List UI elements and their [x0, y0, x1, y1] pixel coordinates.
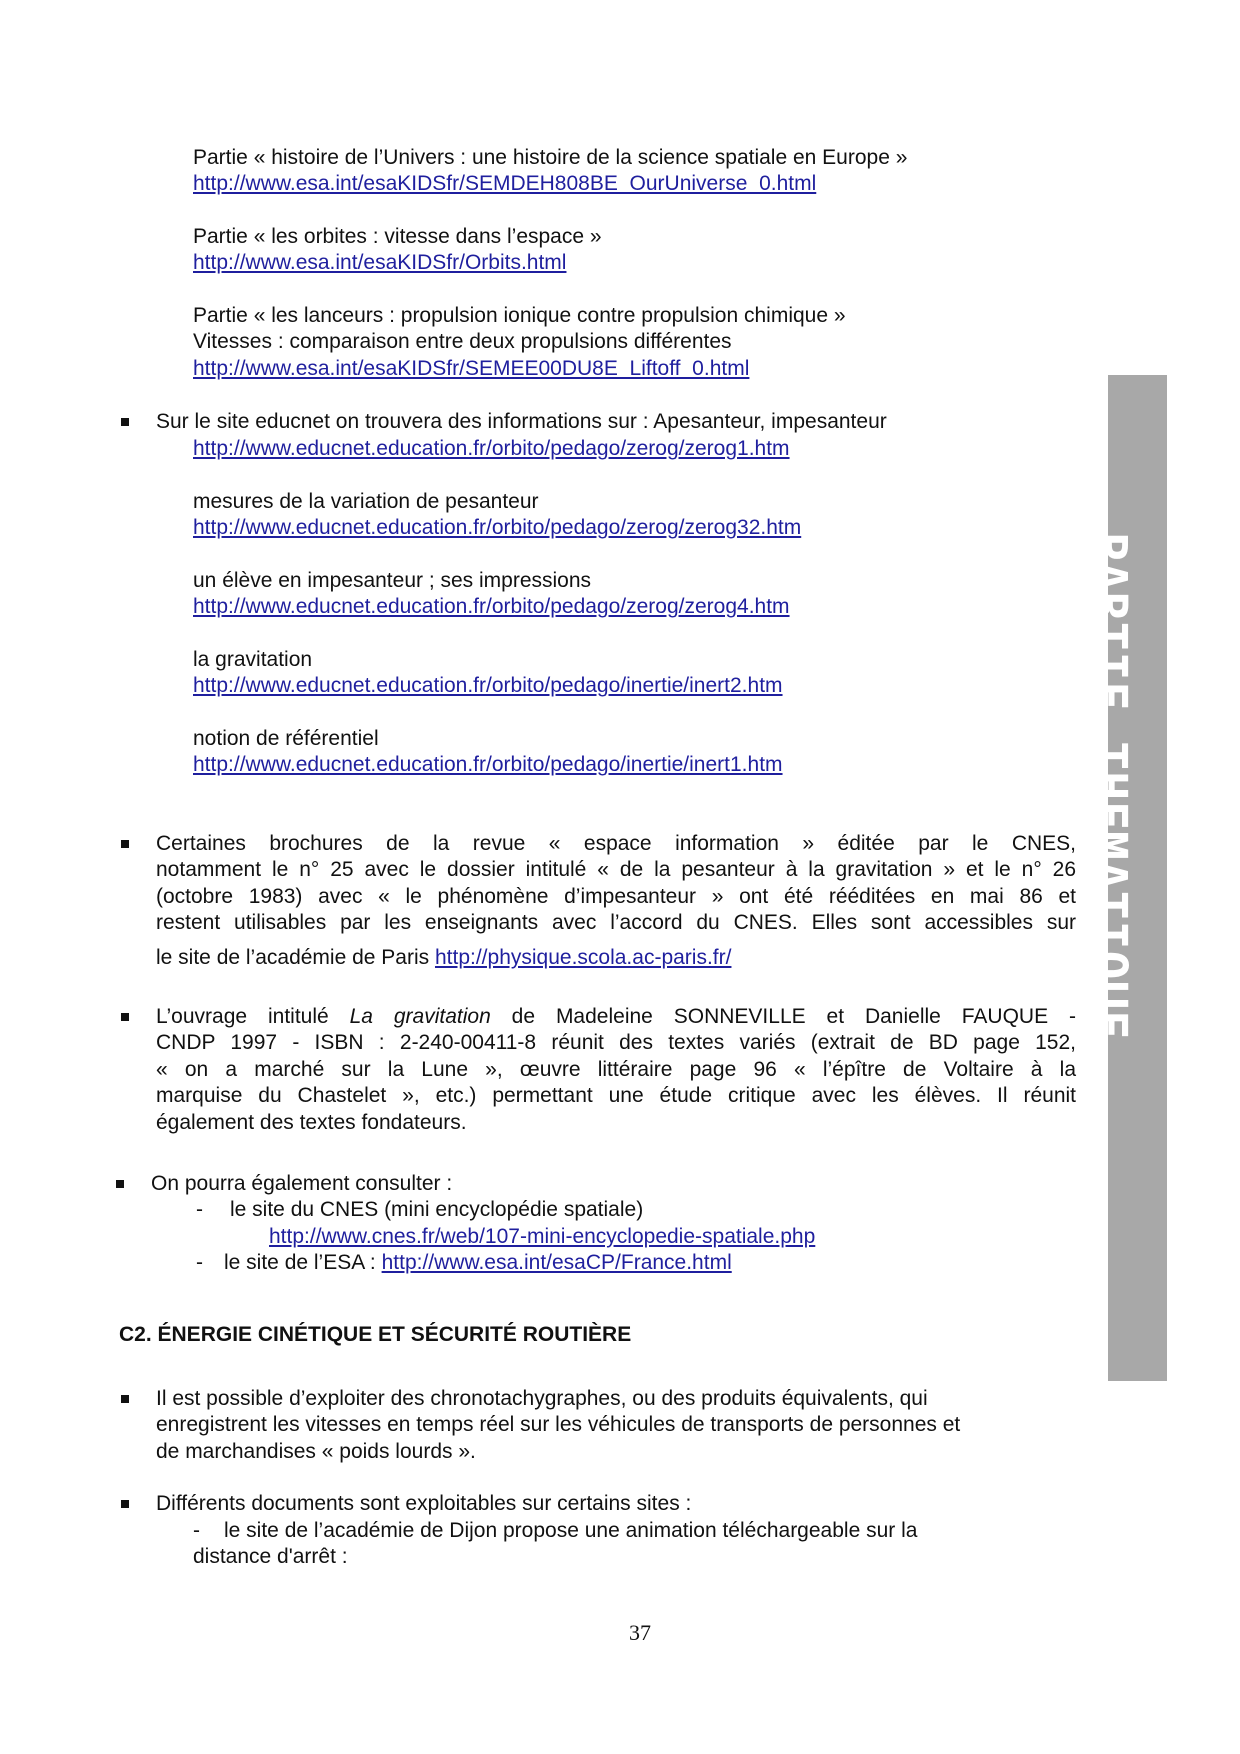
bullet-marker	[121, 418, 129, 426]
educnet-link-4[interactable]: http://www.educnet.education.fr/orbito/pedago/inertie/inert2.htm	[193, 674, 783, 697]
page-number: 37	[629, 1620, 651, 1645]
bullet-marker	[116, 1180, 124, 1188]
bullet-marker	[121, 840, 129, 848]
educnet-label-3: un élève en impesanteur ; ses impressions	[193, 569, 592, 592]
esa-part3-label: Partie « les lanceurs : propulsion ionique contre propulsion chimique »	[193, 304, 846, 327]
academie-paris-link[interactable]: http://physique.scola.ac-paris.fr/	[434, 946, 732, 969]
esa-part3-link[interactable]: http://www.esa.int/esaKIDSfr/SEMEE00DU8E_Liftoff_0.html	[193, 357, 750, 380]
esa-part2-link[interactable]: http://www.esa.int/esaKIDSfr/Orbits.html	[193, 251, 567, 274]
educnet-label-5: notion de référentiel	[193, 727, 379, 750]
educnet-link-1[interactable]: http://www.educnet.education.fr/orbito/pedago/zerog/zerog1.htm	[193, 437, 790, 460]
educnet-intro: Sur le site educnet on trouvera des informations sur : Apesanteur, impesanteur	[156, 410, 887, 433]
bullet-marker	[121, 1013, 129, 1021]
consulter-item-1: le site du CNES (mini encyclopédie spatiale)	[230, 1198, 644, 1221]
c2-bullet2-item-line-2: distance d'arrêt :	[193, 1545, 348, 1568]
educnet-link-5[interactable]: http://www.educnet.education.fr/orbito/pedago/inertie/inert1.htm	[193, 753, 783, 776]
educnet-link-3[interactable]: http://www.educnet.education.fr/orbito/pedago/zerog/zerog4.htm	[193, 595, 790, 618]
ouvrage-line-2: CNDP 1997 - ISBN : 2-240-00411-8 réunit des textes variés (extrait de BD page 152,	[156, 1031, 1076, 1054]
esa-france-link[interactable]: http://www.esa.int/esaCP/France.html	[381, 1251, 732, 1274]
esa-part3-sublabel: Vitesses : comparaison entre deux propulsions différentes	[193, 330, 732, 353]
esa-part1-label: Partie « histoire de l’Univers : une histoire de la science spatiale en Europe »	[193, 146, 908, 169]
brochures-line-5	[156, 945, 731, 971]
ouvrage-line-1	[156, 1004, 1076, 1030]
educnet-label-2: mesures de la variation de pesanteur	[193, 490, 539, 513]
ouvrage-title: La gravitation	[349, 1005, 491, 1028]
cnes-encyclopedie-link[interactable]: http://www.cnes.fr/web/107-mini-encyclopedie-spatiale.php	[269, 1225, 816, 1248]
esa-part1-link[interactable]: http://www.esa.int/esaKIDSfr/SEMDEH808BE_OurUniverse_0.html	[193, 172, 817, 195]
consulter-intro: On pourra également consulter :	[151, 1172, 453, 1195]
brochures-line-4: restent utilisables par les enseignants avec l’accord du CNES. Elles sont accessibles sur	[156, 911, 1076, 934]
c2-bullet1-line-3: de marchandises « poids lourds ».	[156, 1440, 476, 1463]
brochures-line-3: (octobre 1983) avec « le phénomène d’impesanteur » ont été rééditées en mai 86 et	[156, 885, 1076, 908]
section-heading-c2: C2. ÉNERGIE CINÉTIQUE ET SÉCURITÉ ROUTIÈRE	[119, 1323, 632, 1346]
consulter-dash-1: -	[196, 1198, 203, 1221]
c2-bullet2-item-line-1: le site de l’académie de Dijon propose une animation téléchargeable sur la	[224, 1519, 918, 1542]
c2-bullet1-line-1: Il est possible d’exploiter des chronotachygraphes, ou des produits équivalents, qui	[156, 1387, 928, 1410]
ouvrage-line-4: marquise du Chastelet », etc.) permettant une étude critique avec les élèves. Il réunit	[156, 1084, 1076, 1107]
consulter-item-2	[224, 1250, 732, 1276]
c2-bullet2-dash: -	[193, 1519, 200, 1542]
ouvrage-line-5: également des textes fondateurs.	[156, 1111, 467, 1134]
brochures-line-5-prefix: le site de l’académie de Paris	[156, 946, 435, 969]
brochures-line-2: notamment le n° 25 avec le dossier intitulé « de la pesanteur à la gravitation » et le n° 26	[156, 858, 1076, 881]
side-tab-label: PARTIE THEMATIQUE	[1081, 532, 1137, 1041]
c2-bullet1-line-2: enregistrent les vitesses en temps réel sur les véhicules de transports de personnes et	[156, 1413, 961, 1436]
educnet-link-2[interactable]: http://www.educnet.education.fr/orbito/pedago/zerog/zerog32.htm	[193, 516, 802, 539]
brochures-line-1: Certaines brochures de la revue « espace information » éditée par le CNES,	[156, 832, 1076, 855]
bullet-marker	[121, 1500, 129, 1508]
esa-part2-label: Partie « les orbites : vitesse dans l’espace »	[193, 225, 602, 248]
ouvrage-line-1-b: de Madeleine SONNEVILLE et Danielle FAUQUE -	[490, 1005, 1076, 1028]
c2-bullet2-intro: Différents documents sont exploitables sur certains sites :	[156, 1492, 692, 1515]
educnet-label-4: la gravitation	[193, 648, 313, 671]
ouvrage-line-3: « on a marché sur la Lune », œuvre littéraire page 96 « l’épître de Voltaire à la	[156, 1058, 1076, 1081]
ouvrage-line-1-a: L’ouvrage intitulé	[156, 1005, 350, 1028]
consulter-item-2-prefix: le site de l’ESA :	[224, 1251, 382, 1274]
consulter-dash-2: -	[196, 1251, 203, 1274]
bullet-marker	[121, 1395, 129, 1403]
